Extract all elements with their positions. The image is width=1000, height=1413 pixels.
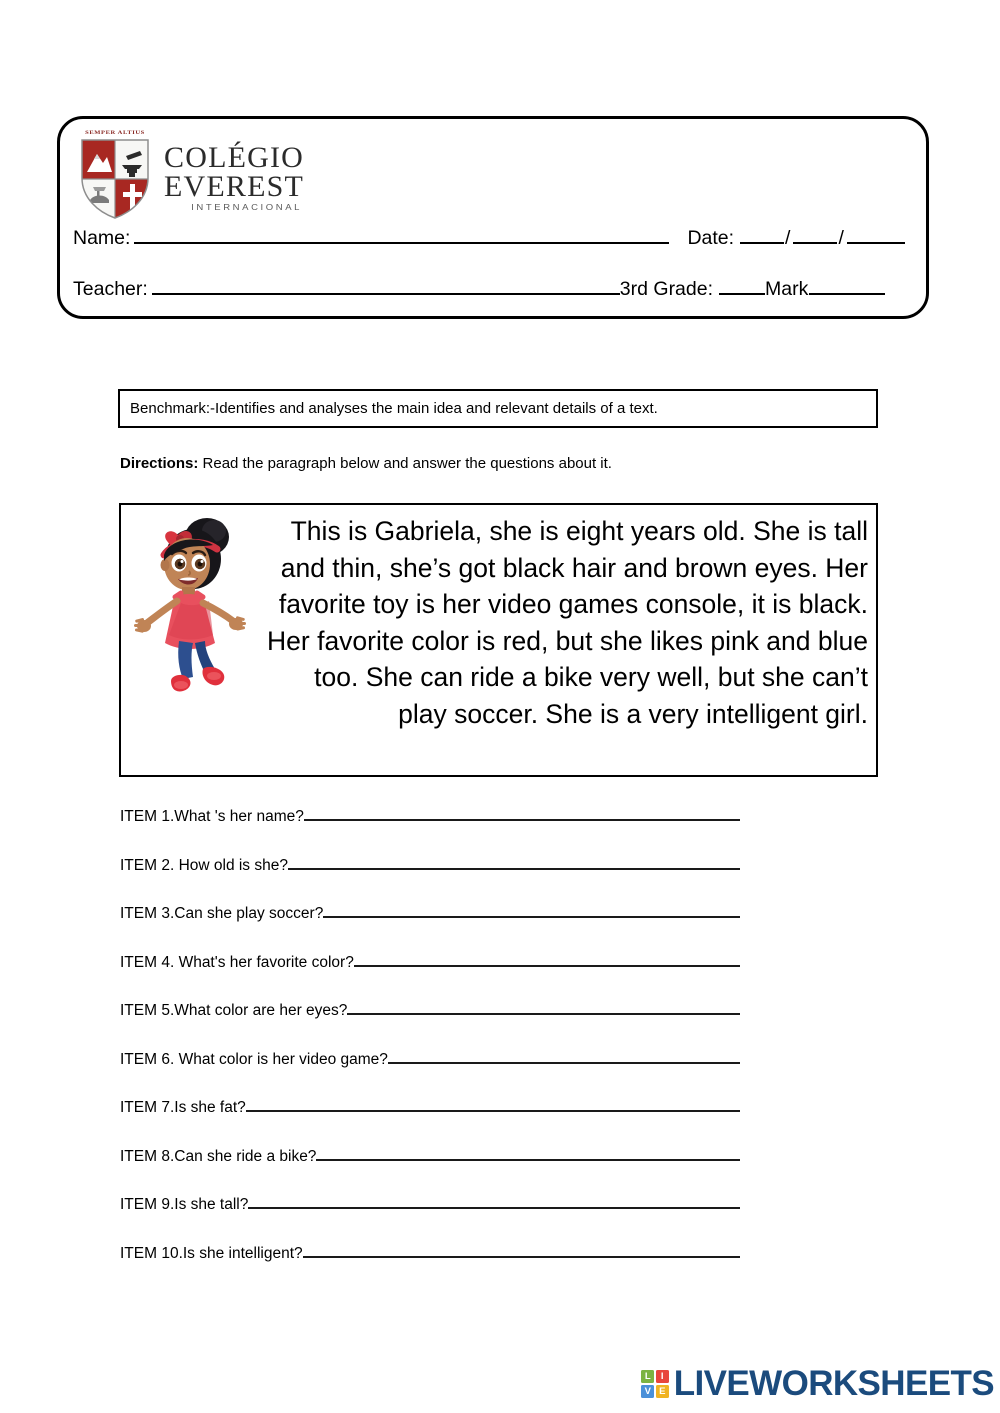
girl-illustration xyxy=(131,511,261,707)
date-label: Date: xyxy=(687,227,735,249)
answer-input-7[interactable] xyxy=(246,1097,740,1112)
liveworksheets-logo[interactable] xyxy=(641,1364,994,1404)
lws-tile-e: E xyxy=(656,1385,669,1398)
question-text-10: ITEM 10.Is she intelligent? xyxy=(120,1244,303,1262)
liveworksheets-wordmark: LIVEWORKSHEETS xyxy=(673,1364,994,1403)
date-month-input[interactable] xyxy=(793,226,837,244)
school-wordmark xyxy=(164,127,304,213)
answer-input-8[interactable] xyxy=(316,1146,740,1161)
grade-label: 3rd Grade: xyxy=(619,278,714,300)
answer-input-6[interactable] xyxy=(388,1049,740,1064)
directions-line xyxy=(120,455,612,472)
name-input[interactable] xyxy=(134,226,669,244)
reading-passage-box xyxy=(119,503,878,777)
question-row-2 xyxy=(120,855,740,904)
answer-input-1[interactable] xyxy=(304,806,740,821)
liveworksheets-tiles-icon xyxy=(641,1370,669,1398)
lws-tile-i: I xyxy=(656,1370,669,1383)
question-text-8: ITEM 8.Can she ride a bike? xyxy=(120,1147,317,1165)
crest-motto: SEMPER ALTIUS xyxy=(85,129,145,136)
question-row-4 xyxy=(120,952,740,1001)
answer-input-3[interactable] xyxy=(323,903,740,918)
question-text-6: ITEM 6. What color is her video game? xyxy=(120,1050,388,1068)
teacher-input[interactable] xyxy=(152,277,620,295)
directions-label: Directions: xyxy=(120,455,199,472)
question-row-9 xyxy=(120,1194,740,1243)
school-logo xyxy=(74,127,304,222)
grade-input[interactable] xyxy=(719,277,765,295)
answer-input-2[interactable] xyxy=(288,855,740,870)
question-row-1 xyxy=(120,806,740,855)
question-text-5: ITEM 5.What color are her eyes? xyxy=(120,1002,348,1019)
question-text-1: ITEM 1.What 's her name? xyxy=(120,808,304,825)
questions-list xyxy=(120,806,740,1291)
shield-icon xyxy=(80,138,150,220)
lws-tile-v: V xyxy=(641,1385,654,1398)
student-info-header xyxy=(57,116,929,319)
question-text-3: ITEM 3.Can she play soccer? xyxy=(120,905,324,922)
school-crest xyxy=(74,127,156,222)
answer-input-9[interactable] xyxy=(248,1194,740,1209)
date-year-input[interactable] xyxy=(847,226,905,244)
reading-passage-text: This is Gabriela, she is eight years old. She is tall and thin, she’s got black hair and brown eyes. Her favorite toy is her video games console, it is black. Her favorite color is red, but she likes pink and blue too. She can ride a bike very well, but she can’t play soccer. She is a very intelligent girl. xyxy=(267,516,868,729)
question-row-6 xyxy=(120,1049,740,1098)
question-text-7: ITEM 7.Is she fat? xyxy=(120,1099,246,1116)
benchmark-text: Benchmark:-Identifies and analyses the main idea and relevant details of a text. xyxy=(130,400,658,417)
lws-tile-l: L xyxy=(641,1370,654,1383)
teacher-grade-row xyxy=(73,277,885,301)
date-day-input[interactable] xyxy=(740,226,784,244)
date-separator-1: / xyxy=(785,227,791,249)
benchmark-box xyxy=(118,389,878,428)
answer-input-10[interactable] xyxy=(303,1243,740,1258)
mark-label: Mark xyxy=(765,278,809,300)
answer-input-4[interactable] xyxy=(354,952,740,967)
question-row-10 xyxy=(120,1243,740,1292)
question-row-8 xyxy=(120,1146,740,1195)
name-date-row xyxy=(73,226,905,250)
date-separator-2: / xyxy=(838,227,844,249)
question-row-3 xyxy=(120,903,740,952)
question-row-7 xyxy=(120,1097,740,1146)
teacher-label: Teacher: xyxy=(73,278,148,300)
question-text-2: ITEM 2. How old is she? xyxy=(120,856,288,874)
question-text-9: ITEM 9.Is she tall? xyxy=(120,1196,249,1213)
directions-text: Read the paragraph below and answer the questions about it. xyxy=(198,455,612,472)
mark-input[interactable] xyxy=(809,277,885,295)
school-name-line2: EVEREST xyxy=(164,170,305,203)
answer-input-5[interactable] xyxy=(347,1000,740,1015)
question-row-5 xyxy=(120,1000,740,1049)
school-name-subtitle: INTERNACIONAL xyxy=(191,202,303,213)
school-name-line1: COLÉGIO xyxy=(164,141,305,174)
name-label: Name: xyxy=(73,227,131,249)
question-text-4: ITEM 4. What's her favorite color? xyxy=(120,953,354,971)
